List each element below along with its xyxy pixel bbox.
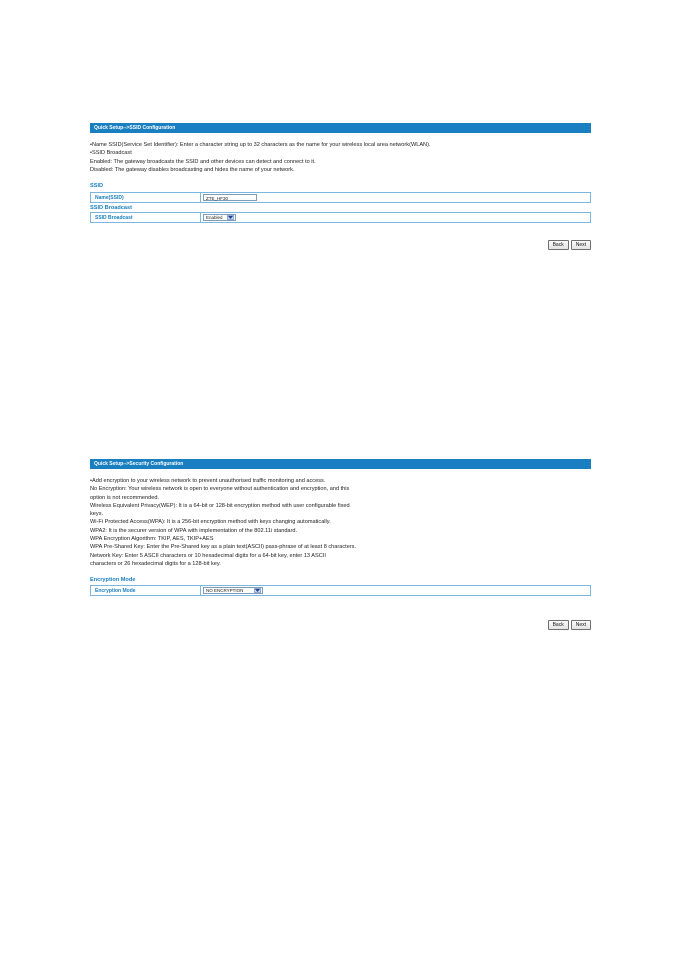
encryption-mode-row: [90, 585, 591, 596]
description-line: WPA Pre-Shared Key: Enter the Pre-Shared key as a plain text(ASCII) pass-phrase of at least 8 characters.: [90, 544, 357, 551]
description-line: •Name SSID(Service Set Identifier): Enter a character string up to 32 characters as the name for your wireless local area network(WLAN).: [90, 142, 431, 148]
ssid-name-cell: [201, 193, 590, 202]
description-line: •Add encryption to your wireless network to prevent unauthorised traffic monitoring and access.: [90, 478, 326, 484]
security-config-title-bar: Quick Setup-->Security Configuration: [90, 459, 591, 469]
ssid-broadcast-label: SSID Broadcast: [91, 213, 201, 222]
ssid-config-description: [90, 141, 591, 174]
description-line: Enabled: The gateway broadcasts the SSID and other devices can detect and connect to it.: [90, 158, 316, 165]
encryption-mode-selected: NO ENCRYPTION: [206, 588, 244, 594]
security-config-panel: [90, 459, 591, 628]
broadcast-section-title: SSID Broadcast: [90, 205, 132, 212]
chevron-down-icon: [227, 215, 234, 220]
ssid-config-title-bar: Quick Setup-->SSID Configuration: [90, 123, 591, 133]
description-line: Disabled: The gateway disables broadcasting and hides the name of your network.: [90, 166, 295, 173]
ssid-broadcast-select[interactable]: [203, 214, 236, 221]
description-line: Wireless Equivalent Privacy(WEP): It is a 64-bit or 128-bit encryption method with user configurable fixed: [90, 502, 350, 509]
security-nav-buttons: [548, 620, 591, 630]
ssid-back-button[interactable]: Back: [548, 240, 569, 250]
ssid-next-button[interactable]: Next: [571, 240, 591, 250]
encryption-mode-select[interactable]: [203, 587, 263, 594]
description-line: WPA Encryption Algorithm: TKIP, AES, TKIP+AES: [90, 536, 214, 543]
description-line: •SSID Broadcast: [90, 150, 132, 157]
security-config-description: [90, 477, 591, 568]
description-line: No Encryption: Your wireless network is open to everyone without authentication and encryption, and this: [90, 486, 350, 493]
ssid-name-row: [90, 192, 591, 203]
chevron-down-icon: [254, 588, 261, 593]
ssid-config-panel: [90, 123, 591, 248]
description-line: characters or 26 hexadecimal digits for a 128-bit key.: [90, 560, 221, 567]
ssid-section-title: SSID: [90, 183, 104, 190]
description-line: Wi-Fi Protected Access(WPA): It is a 256-bit encryption method with keys changing automatically.: [90, 519, 331, 526]
encryption-section-title: Encryption Mode: [90, 577, 136, 584]
security-next-button[interactable]: Next: [571, 620, 591, 630]
ssid-broadcast-row: [90, 212, 591, 223]
ssid-name-label: Name(SSID): [91, 193, 201, 202]
description-line: WPA2: It is the securer version of WPA with implementation of the 802.11i standard.: [90, 527, 298, 534]
description-line: keys.: [90, 511, 104, 518]
ssid-nav-buttons: [548, 240, 591, 250]
ssid-broadcast-selected: Enabled: [206, 215, 223, 221]
encryption-mode-cell: [201, 586, 590, 595]
ssid-name-input[interactable]: ZTE_HF30: [203, 194, 257, 201]
encryption-mode-label: Encryption Mode: [91, 586, 201, 595]
description-line: Network Key: Enter 5 ASCII characters or 10 hexadecimal digits for a 64-bit key, enter 13 ASCII: [90, 552, 326, 559]
ssid-broadcast-cell: [201, 213, 590, 222]
security-back-button[interactable]: Back: [548, 620, 569, 630]
description-line: option is not recommended.: [90, 494, 160, 501]
